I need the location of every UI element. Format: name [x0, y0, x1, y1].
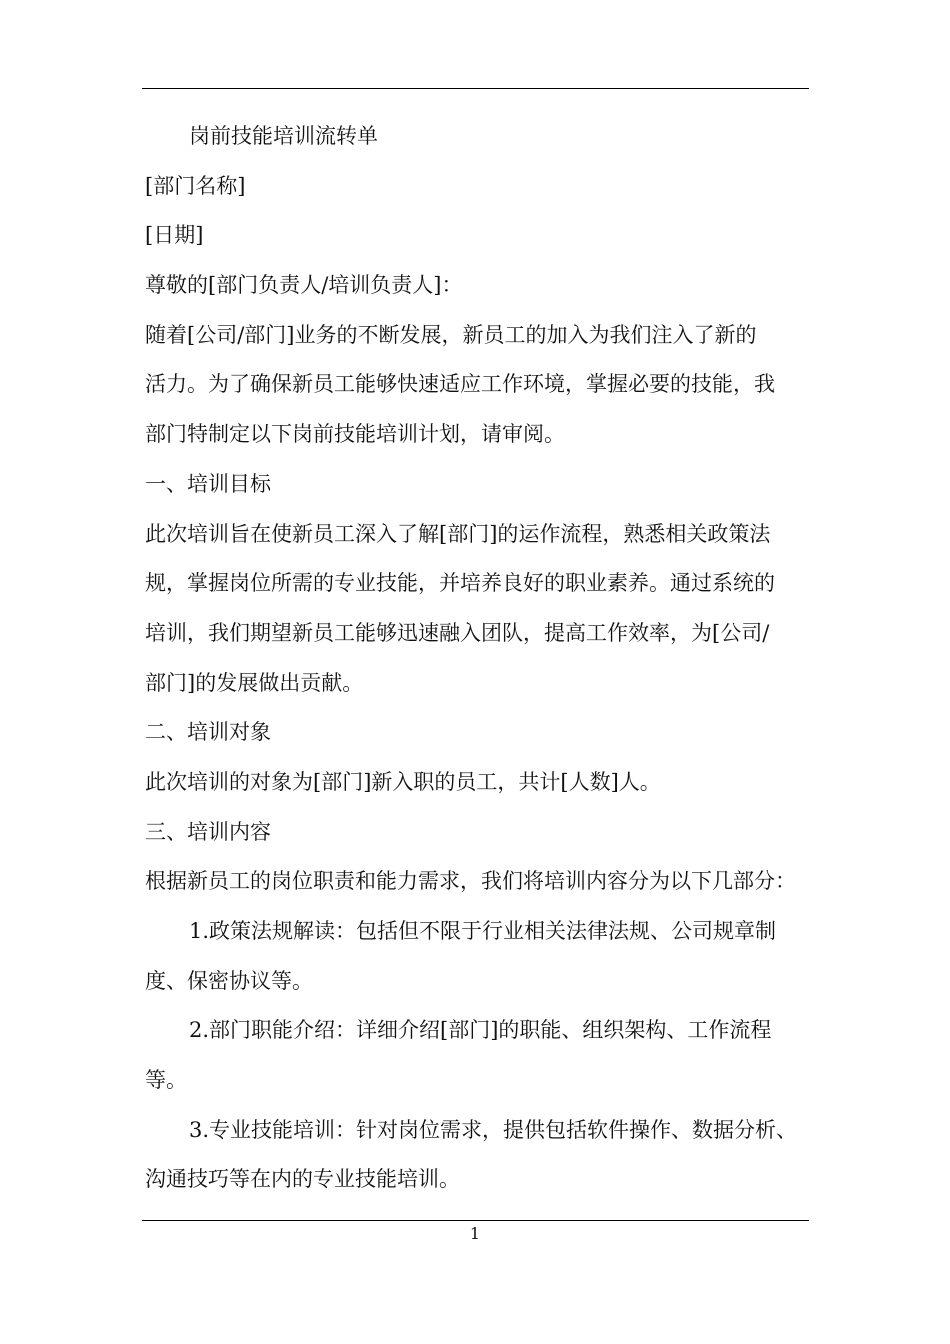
goal-paragraph-line: 部门]的发展做出贡献。 — [145, 670, 364, 695]
intro-paragraph-line: 活力。为了确保新员工能够快速适应工作环境，掌握必要的技能，我 — [145, 372, 775, 397]
list-item-line: 2.部门职能介绍：详细介绍[部门]的职能、组织架构、工作流程 — [189, 1018, 772, 1043]
section-heading-content: 三、培训内容 — [145, 819, 271, 844]
section-heading-audience: 二、培训对象 — [145, 720, 271, 745]
department-name-line: [部门名称] — [145, 173, 246, 198]
header-rule — [142, 88, 809, 89]
content-paragraph-line: 根据新员工的岗位职责和能力需求，我们将培训内容分为以下几部分： — [145, 869, 796, 894]
goal-paragraph-line: 培训，我们期望新员工能够迅速融入团队，提高工作效率，为[公司/ — [145, 620, 770, 645]
document-body — [145, 112, 809, 1205]
list-item-line: 1.政策法规解读：包括但不限于行业相关法律法规、公司规章制 — [189, 919, 777, 943]
page-number: 1 — [469, 1224, 481, 1243]
list-item-line: 度、保密协议等。 — [145, 968, 313, 993]
footer-rule — [142, 1220, 809, 1221]
goal-paragraph-line: 此次培训旨在使新员工深入了解[部门]的运作流程，熟悉相关政策法 — [145, 521, 771, 546]
salutation-line: 尊敬的[部门负责人/培训负责人]： — [145, 273, 463, 298]
goal-paragraph-line: 规，掌握岗位所需的专业技能，并培养良好的职业素养。通过系统的 — [145, 571, 775, 596]
list-item-line: 3.专业技能培训：针对岗位需求，提供包括软件操作、数据分析、 — [189, 1117, 798, 1142]
list-item-line: 沟通技巧等在内的专业技能培训。 — [145, 1167, 460, 1192]
list-item-line: 等。 — [145, 1068, 187, 1093]
document-title: 岗前技能培训流转单 — [189, 124, 378, 148]
audience-paragraph-line: 此次培训的对象为[部门]新入职的员工，共计[人数]人。 — [145, 769, 661, 794]
intro-paragraph-line: 随着[公司/部门]业务的不断发展，新员工的加入为我们注入了新的 — [145, 322, 757, 347]
intro-paragraph-line: 部门特制定以下岗前技能培训计划，请审阅。 — [145, 422, 565, 447]
date-line: [日期] — [145, 223, 204, 248]
section-heading-goal: 一、培训目标 — [145, 471, 271, 496]
